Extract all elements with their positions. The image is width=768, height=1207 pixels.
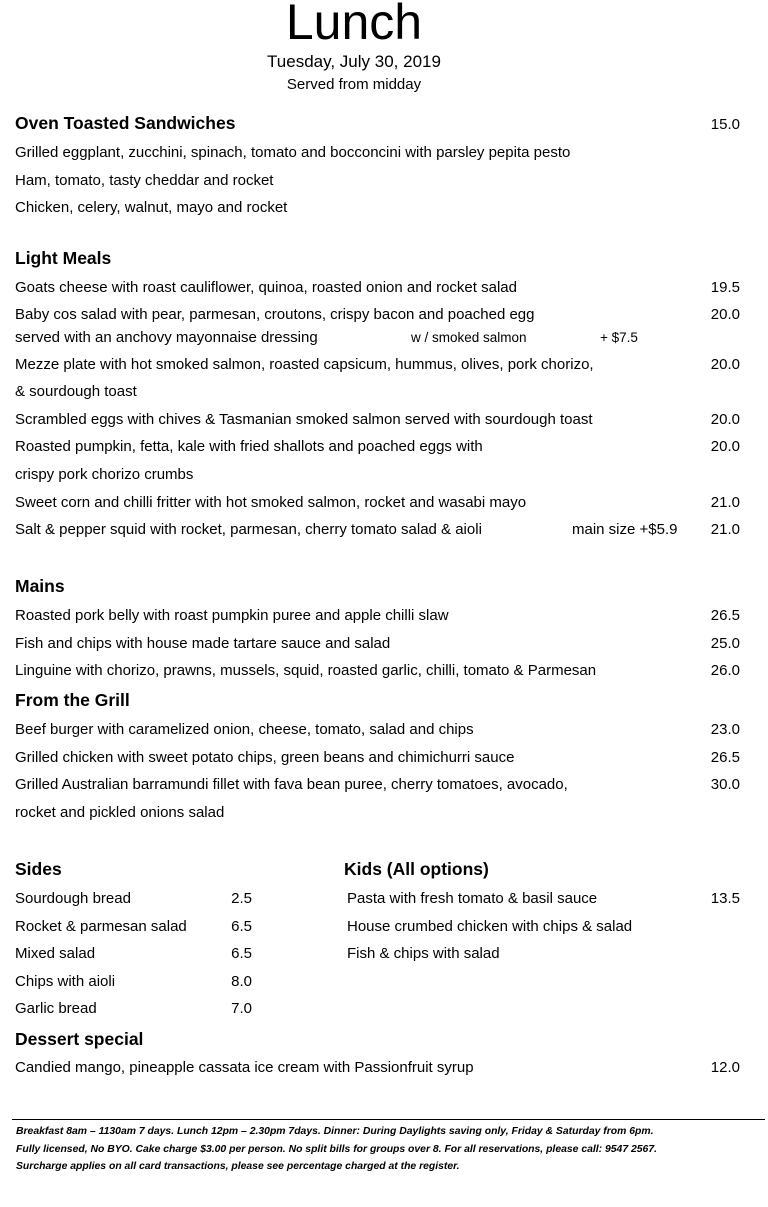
- side-price: 7.0: [231, 1000, 252, 1017]
- footer-divider: [12, 1119, 765, 1120]
- grill-item: Grilled chicken with sweet potato chips, green beans and chimichurri sauce: [15, 749, 515, 766]
- light-meal-price: 20.0: [710, 356, 740, 373]
- addon-label: w / smoked salmon: [411, 330, 527, 345]
- section-heading-light-meals: Light Meals: [15, 248, 112, 268]
- footer-line: Fully licensed, No BYO. Cake charge $3.00 per person. No split bills for groups over 8. For all reservations, please call: 9547 2567.: [16, 1143, 658, 1155]
- sandwich-item: Ham, tomato, tasty cheddar and rocket: [15, 172, 274, 189]
- light-meal-item: Sweet corn and chilli fritter with hot smoked salmon, rocket and wasabi mayo: [15, 494, 527, 511]
- light-meal-price: 21.0: [710, 494, 740, 511]
- light-meal-price: 20.0: [710, 306, 740, 323]
- footer-notes: [16, 1123, 756, 1176]
- light-meal-item: Baby cos salad with pear, parmesan, croutons, crispy bacon and poached egg: [15, 306, 535, 323]
- light-meal-item: Salt & pepper squid with rocket, parmesan, cherry tomato salad & aioli: [15, 521, 482, 538]
- section-heading-grill: From the Grill: [15, 690, 130, 710]
- footer-line: Surcharge applies on all card transactions, please see percentage charged at the register.: [16, 1161, 460, 1172]
- main-item: Roasted pork belly with roast pumpkin puree and apple chilli slaw: [15, 607, 449, 624]
- side-item: Mixed salad: [15, 945, 96, 962]
- menu-title: Lunch: [285, 0, 423, 50]
- sandwich-item: Chicken, celery, walnut, mayo and rocket: [15, 199, 288, 216]
- sandwich-item: Grilled eggplant, zucchini, spinach, tomato and bocconcini with parsley pepita pesto: [15, 144, 571, 161]
- section-heading-kids: Kids (All options): [344, 859, 489, 879]
- dessert-price: 12.0: [710, 1059, 740, 1076]
- light-meal-item: Goats cheese with roast cauliflower, quinoa, roasted onion and rocket salad: [15, 279, 517, 296]
- grill-price: 23.0: [710, 721, 740, 738]
- section-heading-mains: Mains: [15, 576, 65, 596]
- light-meal-item-line2: & sourdough toast: [15, 383, 137, 400]
- side-price: 2.5: [231, 890, 252, 907]
- light-meal-item: Scrambled eggs with chives & Tasmanian smoked salmon served with sourdough toast: [15, 411, 593, 428]
- section-heading-sides: Sides: [15, 859, 62, 879]
- side-price: 8.0: [231, 973, 252, 990]
- grill-price: 30.0: [710, 776, 740, 793]
- kids-item: House crumbed chicken with chips & salad: [347, 918, 633, 935]
- kids-item: Pasta with fresh tomato & basil sauce: [347, 890, 598, 907]
- addon-label: main size +$5.9: [572, 521, 678, 538]
- grill-item: Beef burger with caramelized onion, cheese, tomato, salad and chips: [15, 721, 474, 738]
- section-heading-sandwiches: Oven Toasted Sandwiches: [15, 113, 236, 133]
- light-meal-price: 19.5: [710, 279, 740, 296]
- main-price: 26.0: [710, 662, 740, 679]
- side-item: Chips with aioli: [15, 973, 116, 990]
- kids-price: 13.5: [710, 890, 740, 907]
- sandwiches-price: 15.0: [710, 116, 740, 133]
- side-item: Rocket & parmesan salad: [15, 918, 187, 935]
- served-note: Served from midday: [286, 76, 422, 93]
- light-meal-price: 20.0: [710, 438, 740, 455]
- grill-price: 26.5: [710, 749, 740, 766]
- grill-item: Grilled Australian barramundi fillet with fava bean puree, cherry tomatoes, avocado,: [15, 776, 568, 793]
- footer-line: Breakfast 8am – 1130am 7 days. Lunch 12pm – 2.30pm 7days. Dinner: During Daylights saving only, Friday & Saturday from 6pm.: [16, 1126, 654, 1137]
- side-price: 6.5: [231, 945, 252, 962]
- section-heading-dessert: Dessert special: [15, 1029, 144, 1049]
- main-price: 26.5: [710, 607, 740, 624]
- grill-item-line2: rocket and pickled onions salad: [15, 804, 225, 821]
- light-meal-item: Roasted pumpkin, fetta, kale with fried shallots and poached eggs with: [15, 438, 483, 455]
- dessert-item: Candied mango, pineapple cassata ice cream with Passionfruit syrup: [15, 1059, 474, 1076]
- light-meal-price: 20.0: [710, 411, 740, 428]
- side-item: Garlic bread: [15, 1000, 97, 1017]
- main-price: 25.0: [710, 635, 740, 652]
- side-price: 6.5: [231, 918, 252, 935]
- main-item: Fish and chips with house made tartare sauce and salad: [15, 635, 391, 652]
- main-item: Linguine with chorizo, prawns, mussels, squid, roasted garlic, chilli, tomato & Parmesan: [15, 662, 597, 679]
- light-meal-item-line2: served with an anchovy mayonnaise dressing: [15, 329, 318, 346]
- light-meal-item: Mezze plate with hot smoked salmon, roasted capsicum, hummus, olives, pork chorizo,: [15, 356, 594, 373]
- side-item: Sourdough bread: [15, 890, 131, 907]
- light-meal-item-line2: crispy pork chorizo crumbs: [15, 466, 194, 483]
- kids-item: Fish & chips with salad: [347, 945, 500, 962]
- menu-date: Tuesday, July 30, 2019: [267, 52, 441, 71]
- addon-price: + $7.5: [600, 330, 638, 345]
- light-meal-price: 21.0: [710, 521, 740, 538]
